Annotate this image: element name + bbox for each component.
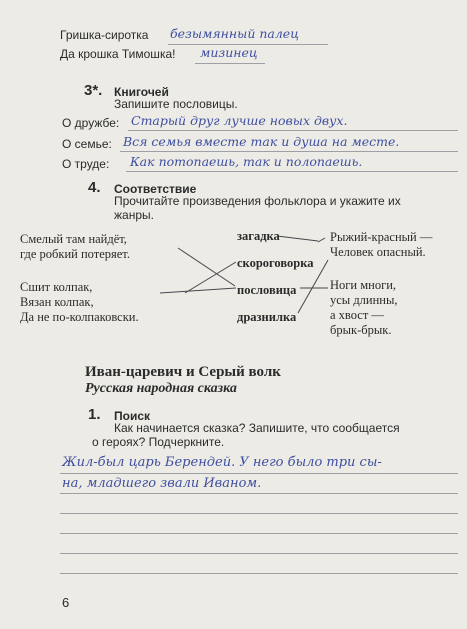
genre-tongue-twister: скороговорка xyxy=(237,256,314,270)
exercise-1-instruction-1: Как начинается сказка? Запишите, что сообщается xyxy=(114,421,400,435)
riddle-label-2: Да крошка Тимошка! xyxy=(60,47,176,61)
exercise-1-title: Поиск xyxy=(114,409,151,423)
folklore-text-2: Сшит колпак, Вязан колпак, Да не по-колпаковски. xyxy=(20,280,139,324)
folklore-text-1: Смелый там найдёт, где робкий потеряет. xyxy=(20,232,130,261)
writing-line xyxy=(60,553,458,554)
writing-line xyxy=(60,573,458,574)
exercise-3-number: 3*. xyxy=(84,82,103,99)
exercise-3-title: Книгочей xyxy=(114,85,169,99)
folklore-text-3: Рыжий-красный — Человек опасный. xyxy=(330,230,433,259)
exercise-4-number: 4. xyxy=(88,179,101,196)
writing-line xyxy=(60,473,458,474)
riddle-answer-2: мизинец xyxy=(200,45,258,60)
proverb-answer-work: Как потопаешь, так и полопаешь. xyxy=(130,154,363,169)
riddle-answer-1: безымянный палец xyxy=(170,26,299,41)
exercise-4-title: Соответствие xyxy=(114,182,197,196)
genre-riddle: загадка xyxy=(237,229,280,243)
writing-line xyxy=(60,533,458,534)
story-subtitle: Русская народная сказка xyxy=(85,381,237,396)
exercise-4-instruction-1: Прочитайте произведения фольклора и укажите их xyxy=(114,194,401,208)
exercise-1-instruction-2: о героях? Подчеркните. xyxy=(92,435,225,449)
match-line-tick xyxy=(318,238,325,242)
folklore-text-4: Ноги многи, усы длинны, а хвост — брык-брык. xyxy=(330,278,398,337)
exercise-3-instruction: Запишите пословицы. xyxy=(114,97,238,111)
proverb-label-family: О семье: xyxy=(62,137,112,151)
exercise-1-number: 1. xyxy=(88,406,101,423)
story-title: Иван-царевич и Серый волк xyxy=(85,364,281,380)
genre-teaser: дразнилка xyxy=(237,310,297,324)
answer-line-2: на, младшего звали Иваном. xyxy=(62,476,262,491)
match-line-riddle-2 xyxy=(277,236,318,241)
match-line-riddle-1 xyxy=(160,288,236,293)
page-number: 6 xyxy=(62,595,70,610)
writing-line xyxy=(60,493,458,494)
proverb-answer-family: Вся семья вместе так и душа на месте. xyxy=(123,134,400,149)
proverb-label-work: О труде: xyxy=(62,157,110,171)
proverb-label-friendship: О дружбе: xyxy=(62,116,120,130)
writing-line xyxy=(60,513,458,514)
exercise-4-instruction-2: жанры. xyxy=(114,208,154,222)
riddle-label-1: Гришка-сиротка xyxy=(60,28,149,42)
match-line-teaser xyxy=(298,260,328,313)
genre-proverb: пословица xyxy=(237,283,297,297)
proverb-answer-friendship: Старый друг лучше новых двух. xyxy=(131,113,348,128)
answer-line-1: Жил-был царь Берендей. У него было три сы- xyxy=(62,455,382,470)
